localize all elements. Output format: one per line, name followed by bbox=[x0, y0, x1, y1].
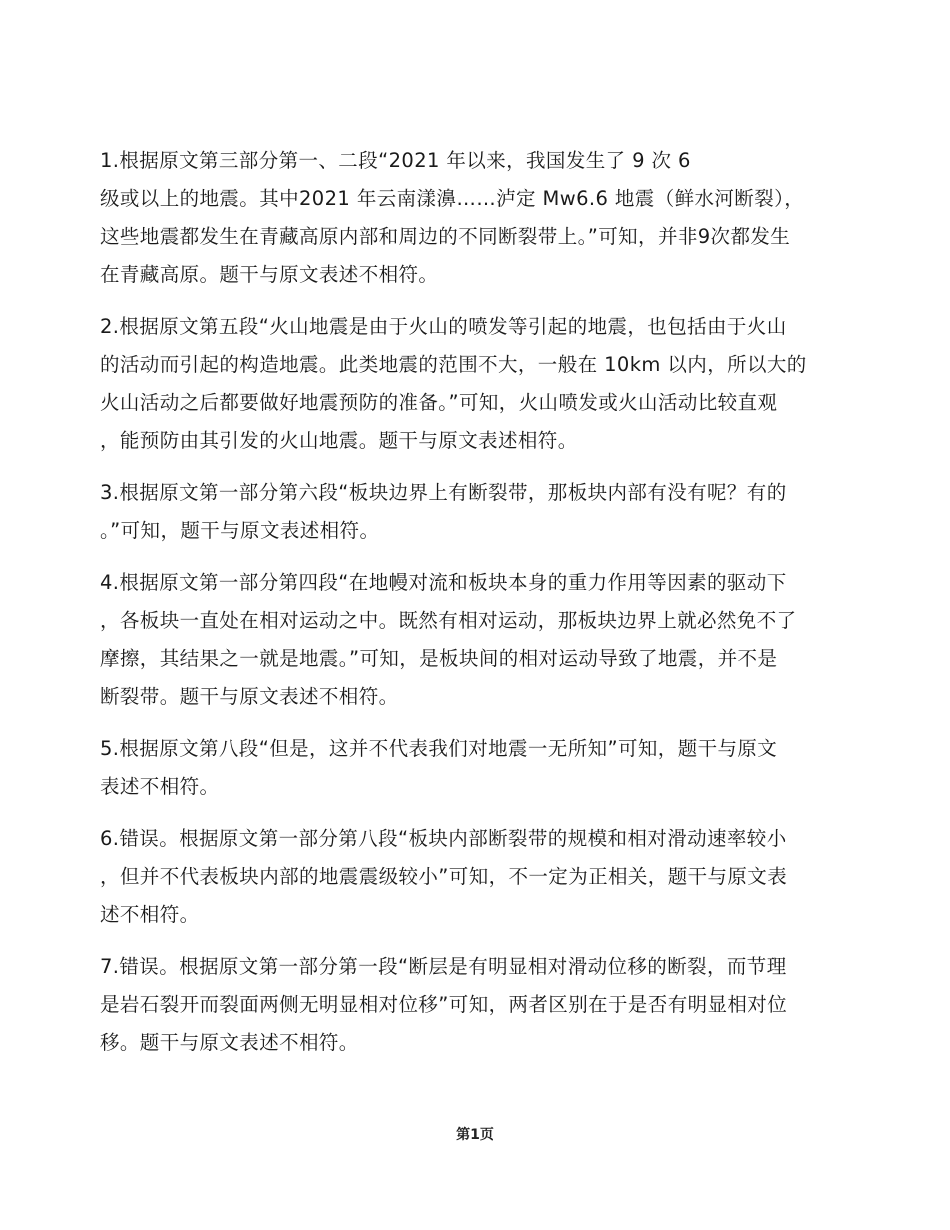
answer-line: 摩擦，其结果之一就是地震。”可知，是板块间的相对运动导致了地震，并不是 bbox=[100, 647, 778, 670]
page-number: 第1页 bbox=[456, 1127, 494, 1143]
answer-line: 。”可知，题干与原文表述相符。 bbox=[100, 519, 380, 542]
answer-line: 在青藏高原。题干与原文表述不相符。 bbox=[100, 263, 439, 286]
answer-item-1 bbox=[100, 142, 870, 294]
answer-item-4 bbox=[100, 564, 870, 716]
answer-line: 的活动而引起的构造地震。此类地震的范围不大，一般在 10km 以内，所以大的 bbox=[100, 353, 807, 376]
answer-line: 是岩石裂开而裂面两侧无明显相对位移”可知，两者区别在于是否有明显相对位 bbox=[100, 993, 788, 1016]
answer-line: 级或以上的地震。其中2021 年云南漾濞……泸定 Mw6.6 地震（鲜水河断裂）， bbox=[100, 187, 805, 210]
answer-line: 1.根据原文第三部分第一、二段“2021 年以来，我国发生了 9 次 6 bbox=[100, 149, 691, 172]
answer-line: 6.错误。根据原文第一部分第八段“板块内部断裂带的规模和相对滑动速率较小 bbox=[100, 827, 787, 850]
answer-line: 断裂带。题干与原文表述不相符。 bbox=[100, 685, 399, 708]
answer-line: ，能预防由其引发的火山地震。题干与原文表述相符。 bbox=[100, 429, 578, 452]
answer-list bbox=[100, 142, 870, 1076]
answer-line: 5.根据原文第八段“但是，这并不代表我们对地震一无所知”可知，题干与原文 bbox=[100, 737, 778, 760]
answer-line: 火山活动之后都要做好地震预防的准备。”可知，火山喷发或火山活动比较直观 bbox=[100, 391, 778, 414]
answer-item-2 bbox=[100, 308, 870, 460]
answer-item-7 bbox=[100, 948, 870, 1062]
answer-line: 4.根据原文第一部分第四段“在地幔对流和板块本身的重力作用等因素的驱动下 bbox=[100, 571, 787, 594]
answer-line: 这些地震都发生在青藏高原内部和周边的不同断裂带上。”可知，并非9次都发生 bbox=[100, 225, 791, 248]
answer-line: 2.根据原文第五段“火山地震是由于火山的喷发等引起的地震，也包括由于火山 bbox=[100, 315, 787, 338]
answer-item-5 bbox=[100, 730, 870, 806]
answer-line: 3.根据原文第一部分第六段“板块边界上有断裂带，那板块内部有没有呢？有的 bbox=[100, 481, 787, 504]
answer-item-3 bbox=[100, 474, 870, 550]
answer-item-6 bbox=[100, 820, 870, 934]
answer-line: ，各板块一直处在相对运动之中。既然有相对运动，那板块边界上就必然免不了 bbox=[100, 609, 797, 632]
answer-line: 表述不相符。 bbox=[100, 775, 220, 798]
answer-line: 7.错误。根据原文第一部分第一段“断层是有明显相对滑动位移的断裂，而节理 bbox=[100, 955, 787, 978]
answer-line: ，但并不代表板块内部的地震震级较小”可知，不一定为正相关，题干与原文表 bbox=[100, 865, 788, 888]
answer-line: 移。题干与原文表述不相符。 bbox=[100, 1031, 359, 1054]
answer-line: 述不相符。 bbox=[100, 903, 200, 926]
